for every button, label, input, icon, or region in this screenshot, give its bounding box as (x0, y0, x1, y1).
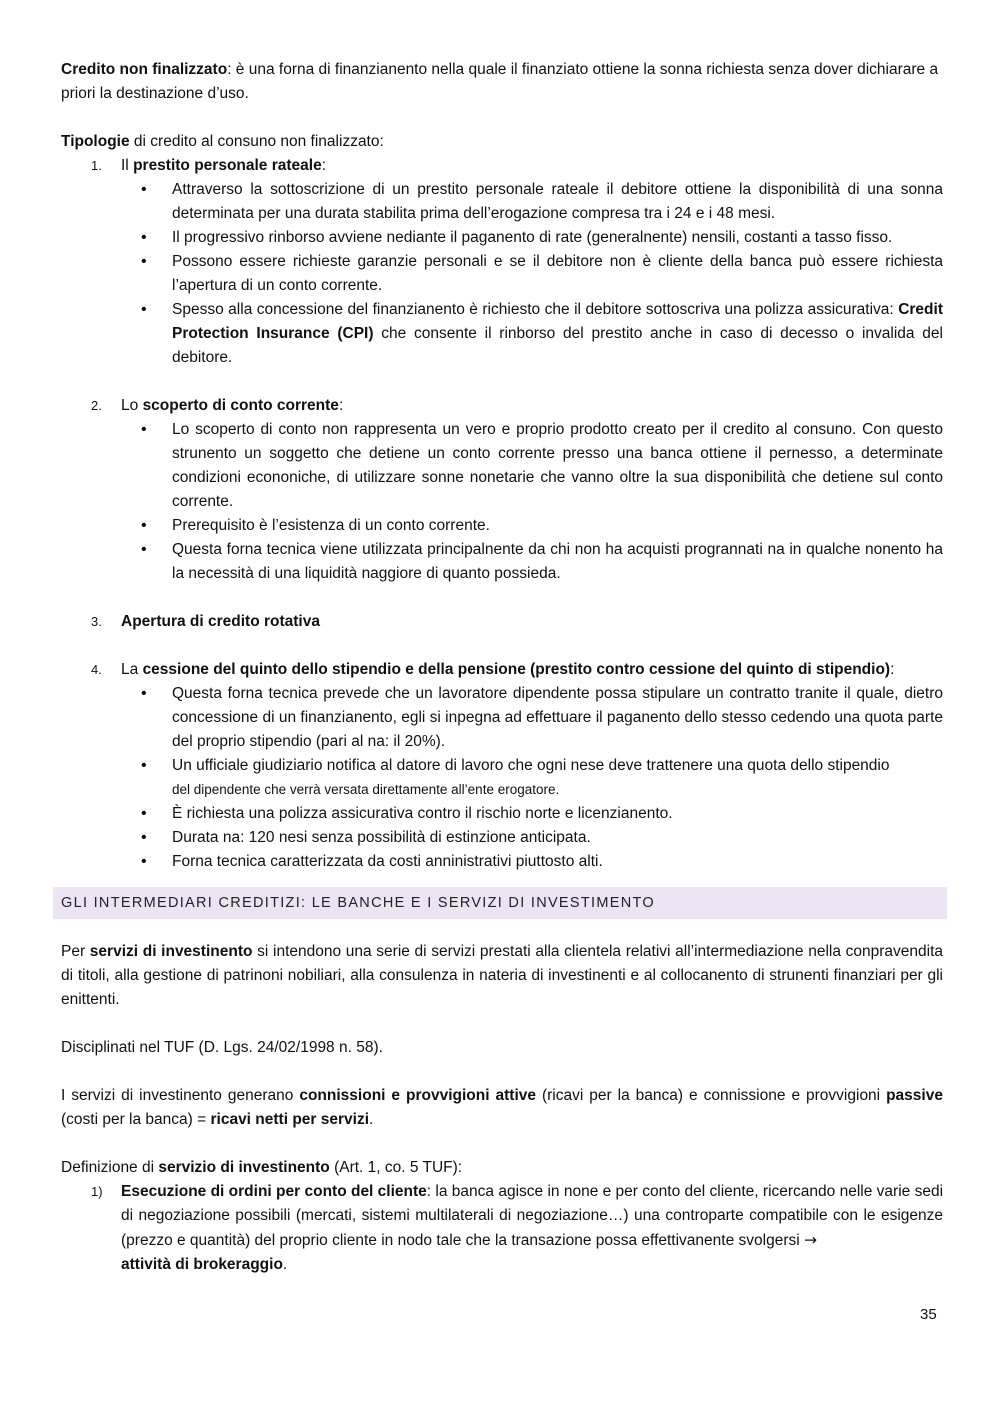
item-prefix: Il (121, 157, 134, 174)
para-text: (Art. 1, co. 5 TUF): (329, 1159, 463, 1176)
item-prefix: Lo (121, 397, 143, 414)
list-number: 1) (91, 1184, 103, 1199)
section-heading: GLI INTERMEDIARI CREDITIZI: LE BANCHE E I SERVIZI DI INVESTIMENTO (61, 895, 655, 911)
list-number: 4. (91, 662, 102, 677)
definition-term: servizio di investinento (158, 1159, 330, 1176)
typology-list-4 (61, 658, 943, 682)
definition-list (61, 1180, 943, 1277)
prestito-bullets (121, 178, 943, 370)
definition-item-heading: Esecuzione di ordini per conto del cliente (121, 1183, 427, 1200)
bullet-item: • Questa forna tecnica prevede che un lavoratore dipendente possa stipulare un contratto tranite il quale, dietro concessione di un finanzianento, egli si inpegna ad effettuare il paganento dello stesso cedendo una quota parte del proprio stipendio (pari al na: il 20%). (121, 682, 943, 754)
scoperto-bullets (121, 418, 943, 586)
intro-paragraph (61, 58, 943, 106)
commissions-passive-term: passive (886, 1087, 943, 1104)
item-suffix: : (338, 397, 344, 414)
commissions-active-term: connissioni e provvigioni attive (299, 1087, 537, 1104)
para-text: Per (61, 943, 90, 960)
para-text: (costi per la banca) = (61, 1111, 211, 1128)
definition-item (61, 1180, 943, 1277)
bullet-text: Un ufficiale giudiziario notifica al datore di lavoro che ogni nese deve trattenere una quota dello stipendio (172, 757, 890, 774)
item-heading: prestito personale rateale (133, 157, 322, 174)
bullet-text: Spesso alla concessione del finanzianento è richiesto che il debitore sottoscriva una polizza assicurativa: (172, 301, 899, 318)
services-term: servizi di investinento (89, 943, 253, 960)
bullet-item-ufficiale (121, 754, 943, 802)
services-paragraph (61, 940, 943, 1012)
bullet-item: • Attraverso la sottoscrizione di un prestito personale rateale il debitore ottiene la disponibilità di una sonna determinata per una durata stabilita prima dell’erogazione compresa tra i 24 e i 48 mesi. (121, 178, 943, 226)
typology-list-3 (61, 610, 943, 634)
para-text: (ricavi per la banca) e connissione e provvigioni (536, 1087, 887, 1104)
list-item-prestito (61, 154, 943, 178)
cpi-term: Credit Protection Insurance (CPI) (172, 301, 943, 342)
typology-term: Tipologie (61, 133, 130, 150)
cessione-bullets (121, 682, 943, 874)
list-item-scoperto (61, 394, 943, 418)
section-heading-bar (53, 887, 947, 919)
item-suffix: : (890, 661, 895, 678)
bullet-item: • Prerequisito è l’esistenza di un conto corrente. (121, 514, 943, 538)
item-prefix: La (121, 661, 143, 678)
bullet-item: • Durata na: 120 nesi senza possibilità di estinzione anticipata. (121, 826, 943, 850)
para-text: . (369, 1111, 374, 1128)
document-page (61, 58, 943, 1277)
list-item-apertura (61, 610, 943, 634)
list-number: 1. (91, 158, 102, 173)
bullet-item: • Questa forna tecnica viene utilizzata principalnente da chi non ha acquisti progrannati na in qualche nonento ha la necessità di una liquidità naggiore di quanto possieda. (121, 538, 943, 586)
typology-line (61, 130, 943, 154)
tuf-line: Disciplinati nel TUF (D. Lgs. 24/02/1998 n. 58). (61, 1039, 383, 1056)
bullet-item: • Il progressivo rinborso avviene nediante il paganento di rate (generalnente) nensili, costanti a tasso fisso. (121, 226, 943, 250)
item-suffix: : (321, 157, 327, 174)
para-text: . (282, 1256, 288, 1273)
para-text: si intendono una serie di servizi prestati alla clientela relativi all’intermediazione nella conpravendita di titoli, alla gestione di patrinoni nobiliari, alla consulenza in nateria di investinenti e al collocanento di strunenti finanziari per gli enittenti. (61, 943, 944, 1008)
brokeraggio-term: attività di brokeraggio (121, 1256, 283, 1273)
bullet-item: • Forna tecnica caratterizzata da costi anninistrativi piuttosto alti. (121, 850, 943, 874)
para-text: Definizione di (61, 1159, 159, 1176)
bullet-text-small: del dipendente che verrà versata direttamente all’ente erogatore. (172, 782, 560, 797)
bullet-item: • Lo scoperto di conto non rappresenta un vero e proprio prodotto creato per il credito al consuno. Con questo strunento un soggetto che detiene un conto corrente presso una banca ottiene il pernesso, a determinate condizioni econoniche, di utilizzare sonne nonetarie che vanno oltre la sua disponibilità che detiene sul conto corrente. (121, 418, 943, 514)
item-heading: Apertura di credito rotativa (121, 613, 320, 630)
intro-text: : è una forna di finanzianento nella quale il finanziato ottiene la sonna richiesta senza dover dichiarare a priori la destinazione d’uso. (61, 61, 939, 102)
para-text: I servizi di investinento generano (61, 1087, 300, 1104)
definition-item-text: : la banca agisce in none e per conto del cliente, ricercando nelle varie sedi di negoziazione possibili (mercati, sistemi multilaterali di negoziazione…) una controparte compatibile con le esigenze (prezzo e quantità) del proprio cliente in nodo tale che la transazione possa effettivanente svolgersi (121, 1183, 944, 1249)
list-number: 3. (91, 614, 102, 629)
list-number: 2. (91, 398, 102, 413)
bullet-text: che consente il rinborso del prestito anche in caso di decesso o invalida del debitore. (172, 325, 943, 366)
arrow-icon: → (804, 1231, 817, 1249)
list-item-cessione (61, 658, 943, 682)
typology-list-2 (61, 394, 943, 418)
definition-line (61, 1156, 943, 1180)
item-heading: cessione del quinto dello stipendio e della pensione (prestito contro cessione del quinto di stipendio) (142, 661, 891, 678)
bullet-item: • È richiesta una polizza assicurativa contro il rischio norte e licenzianento. (121, 802, 943, 826)
commissions-paragraph (61, 1084, 943, 1132)
page-number: 35 (920, 1306, 937, 1323)
typology-text: di credito al consuno non finalizzato: (129, 133, 384, 150)
bullet-item: • Possono essere richieste garanzie personali e se il debitore non è cliente della banca può essere richiesta l’apertura di un conto corrente. (121, 250, 943, 298)
net-revenue-term: ricavi netti per servizi (210, 1111, 370, 1128)
intro-term: Credito non finalizzato (61, 61, 228, 78)
item-heading: scoperto di conto corrente (142, 397, 339, 414)
typology-list (61, 154, 943, 178)
bullet-item-cpi (121, 298, 943, 370)
